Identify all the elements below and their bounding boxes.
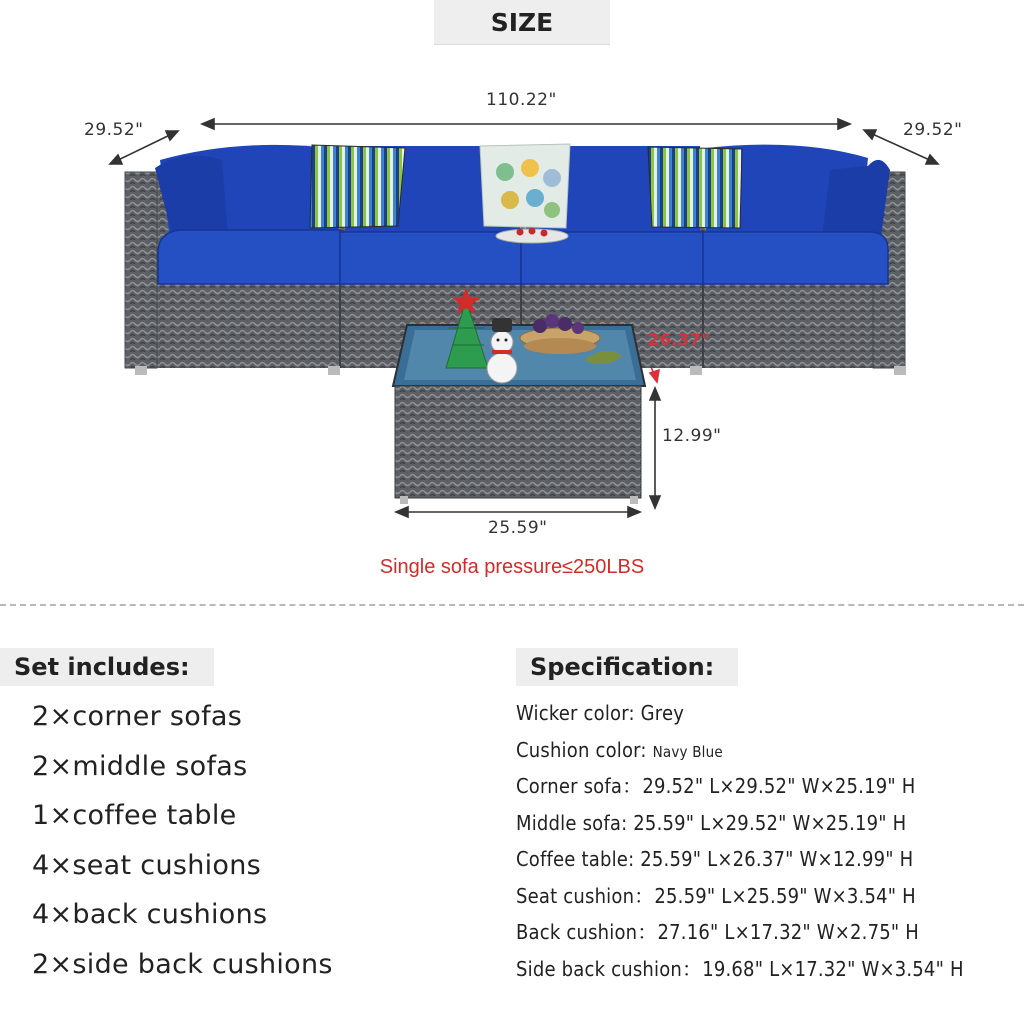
size-title: SIZE [434,0,610,45]
dimension-right-depth: 29.52" [903,120,963,140]
specification-list [516,697,964,989]
spec-label: Cushion color: [516,737,653,762]
spec-side-back-cushion: Side back cushion：19.68" L×17.32" W×3.54" H [516,956,964,981]
pressure-note: Single sofa pressure≤250LBS [379,556,645,578]
dimension-table-height: 12.99" [662,426,722,446]
spec-value: Grey [640,701,685,725]
list-item: 2×side back cushions [32,948,333,980]
specification-heading: Specification: [516,648,738,686]
list-item: 4×seat cushions [32,849,262,881]
list-item: 1×coffee table [32,800,237,831]
spec-coffee-table: Coffee table: 25.59" L×26.37" W×12.99" H [516,847,914,871]
spec-middle-sofa: Middle sofa: 25.59" L×29.52" W×25.19" H [516,810,907,835]
dimension-left-depth: 29.52" [84,120,144,140]
spec-corner-sofa: Corner sofa：29.52" L×29.52" W×25.19" H [516,774,916,798]
dimension-table-depth: 26.37" [648,330,710,349]
spec-wicker-color [516,697,964,734]
spec-cushion-color [516,734,964,771]
spec-label: Wicker color: [516,701,641,725]
spec-seat-cushion: Seat cushion：25.59" L×25.59" W×3.54" H [516,883,916,908]
dimension-table-width: 25.59" [488,518,548,538]
list-item: 4×back cushions [32,899,268,930]
throw-pillows [310,144,742,228]
list-item: 2×middle sofas [32,750,248,782]
spec-value: Navy Blue [652,742,723,761]
list-item: 2×corner sofas [32,701,243,732]
section-divider [0,604,1024,606]
dimension-total-length: 110.22" [486,90,557,110]
set-includes-heading: Set includes: [0,648,214,686]
set-includes-list [32,697,333,994]
spec-back-cushion: Back cushion：27.16" L×17.32" W×2.75" H [516,920,919,944]
